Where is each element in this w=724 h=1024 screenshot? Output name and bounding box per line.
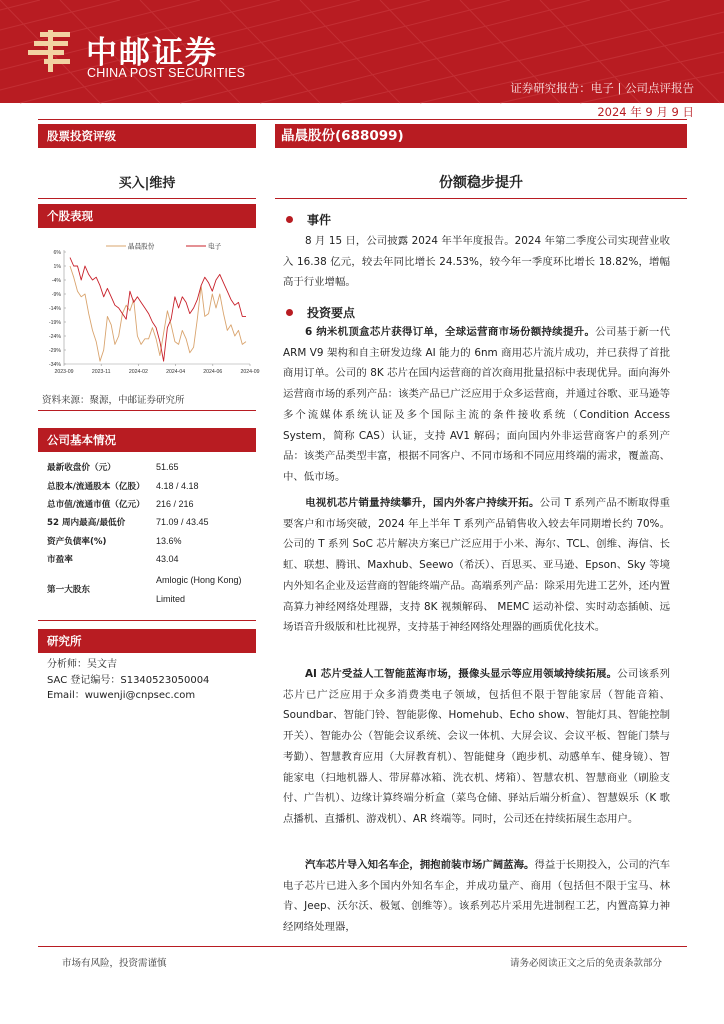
report-type-label: 证券研究报告：电子 | 公司点评报告 (510, 81, 694, 95)
investment-rating: 买入|维持 (118, 176, 176, 191)
event-heading: 事件 (286, 211, 331, 228)
legend-label: 晶晨股份 (128, 242, 155, 251)
info-value: 43.04 (156, 554, 179, 565)
info-key: 总市值/流通市值（亿元） (47, 499, 145, 510)
chart-series (70, 258, 246, 362)
y-tick-label: -4% (51, 278, 61, 284)
title-divider (275, 198, 687, 199)
footer-disclaimer: 请务必阅读正文之后的免责条款部分 (509, 958, 662, 969)
analyst-name: 分析师：吴文吉 (47, 659, 117, 670)
chart-source: 资料来源：聚源，中邮证券研究所 (42, 395, 185, 406)
point-1-title: 6 纳米机顶盒芯片获得订单，全球运营商市场份额持续提升。 (305, 326, 596, 338)
bullet-icon (286, 216, 293, 223)
legend-label: 电子 (208, 242, 222, 251)
table-row (47, 532, 252, 550)
report-date: 2024 年 9 月 9 日 (597, 105, 694, 119)
basic-info-divider (38, 620, 256, 621)
info-key: 市盈率 (47, 555, 73, 566)
table-row (47, 458, 252, 476)
bullet-icon (286, 309, 293, 316)
analyst-info (47, 657, 209, 704)
header-banner (0, 0, 724, 103)
x-tick-label: 2023-09 (54, 369, 74, 375)
point-1-paragraph (283, 322, 670, 488)
x-tick-label: 2024-09 (240, 369, 260, 375)
y-tick-label: 1% (53, 264, 61, 270)
analyst-sac: SAC 登记编号：S1340523050004 (47, 674, 210, 686)
x-tick-label: 2024-04 (166, 369, 186, 375)
info-value: Amlogic (Hong Kong) Limited (156, 575, 242, 605)
y-tick-label: -34% (48, 362, 61, 368)
chart-x-axis (54, 364, 259, 375)
performance-section-head: 个股表现 (38, 204, 256, 228)
point-2-paragraph (283, 493, 670, 638)
y-tick-label: -9% (51, 292, 61, 298)
info-key: 52 周内最高/最低价 (47, 518, 126, 529)
table-row (47, 476, 252, 494)
info-key: 第一大股东 (47, 584, 90, 595)
series-line-晶晨股份 (70, 266, 246, 361)
y-tick-label: 6% (53, 250, 61, 256)
chart-divider (38, 410, 256, 411)
point-4-title: 汽车芯片导入知名车企，拥抱前装市场广阔蓝海。 (305, 859, 535, 871)
report-title: 份额稳步提升 (439, 175, 523, 191)
x-tick-label: 2024-02 (128, 369, 148, 375)
footer-risk-note: 市场有风险，投资需谨慎 (62, 958, 167, 969)
basic-info-table (47, 458, 252, 609)
header-divider (38, 119, 687, 120)
stock-name-head: 晶晨股份(688099) (275, 124, 687, 148)
point-4-paragraph (283, 855, 670, 938)
y-tick-label: -14% (48, 306, 61, 312)
logo-chinese-name: 中邮证券 (86, 35, 218, 71)
event-paragraph: 8 月 15 日，公司披露 2024 年半年度报告。2024 年第二季度公司实现营业收入 16.38 亿元，较去年同比增长 24.53%，较今年一季度环比增长 18.82%，增幅高于行业增幅。 (283, 235, 670, 289)
y-tick-label: -19% (48, 320, 61, 326)
info-value: 216 / 216 (156, 498, 194, 509)
table-row (47, 550, 252, 568)
info-key: 总股本/流通股本（亿股） (47, 481, 145, 492)
basic-info-section-head: 公司基本情况 (38, 428, 256, 452)
points-heading: 投资要点 (286, 304, 355, 321)
footer-divider (38, 946, 687, 947)
point-4-text: 得益于长期投入，公司的汽车电子芯片已进入多个国内外知名车企，并成功量产、商用（包括但不限于宝马、林肯、Jeep、沃尔沃、极氪、创维等）。该系列芯片采用先进制程工艺，内置高算力神经网络处理器， (283, 859, 671, 934)
y-tick-label: -24% (48, 334, 61, 340)
rating-divider (38, 198, 256, 199)
table-row (47, 495, 252, 513)
stock-performance-chart (38, 232, 260, 380)
info-value: 51.65 (156, 462, 179, 473)
china-post-logo-icon (24, 26, 74, 76)
point-2-title: 电视机芯片销量持续攀升，国内外客户持续开拓。 (305, 497, 540, 509)
logo-english-name: CHINA POST SECURITIES (87, 66, 246, 80)
research-section-head: 研究所 (38, 629, 256, 653)
info-key: 资产负债率(%) (47, 536, 107, 547)
table-row (47, 568, 252, 609)
x-tick-label: 2024-06 (203, 369, 223, 375)
table-row (47, 513, 252, 531)
analyst-email[interactable]: Email：wuwenji@cnpsec.com (47, 690, 196, 701)
x-tick-label: 2023-11 (91, 369, 111, 375)
chart-y-axis (49, 250, 66, 368)
point-3-paragraph (283, 664, 670, 830)
point-3-title: AI 芯片受益人工智能蓝海市场，摄像头显示等应用领域持续拓展。 (305, 668, 618, 680)
point-2-text: 公司 T 系列产品不断取得重要客户和市场突破，2024 年上半年 T 系列产品销售收入较去年同期增长约 70%。公司的 T 系列 SoC 芯片解决方案已广泛应用于小米、海尔、TCL、创维、海信、长虹、联想、腾讯、Maxhub、Seewo（希沃）、百思买、亚马逊、Epson、Sky 等境内外知名企业及运营商的智能终端产品。高端系列产品：除采用先进工艺外，还内置高算力神经网络处理器，支持 8K 视频解码、 MEMC 运动补偿、实时动态插帧、远场语音升级版和杜比视界，支持基于神经网络处理器的画质优化技术。 (283, 497, 670, 634)
info-key: 最新收盘价（元） (47, 463, 116, 474)
info-value: 71.09 / 43.45 (156, 517, 209, 528)
y-tick-label: -29% (48, 348, 61, 354)
chart-legend (106, 242, 222, 251)
point-1-text: 公司基于新一代 ARM V9 架构和自主研发边缘 AI 能力的 6nm 商用芯片流片成功，并已获得了首批商用订单。公司的 8K 芯片在国内运营商的首次商用批量招标中表现优异。面向海外运营商市场的系列产品：该类产品已广泛应用于众多运营商，并通过谷歌、亚马逊等多个流媒体系统认证及多个国际主流的条件接收系统（Condition Access System，简称 CAS）认证，支持 AV1 解码；面向国内外非运营商客户的系列产品：该类产品类型丰富，根据不同客户、不同市场和不同应用终端的需求，覆盖高、中、低市场。 (283, 326, 670, 483)
rating-section-head: 股票投资评级 (38, 124, 256, 148)
point-3-text: 公司该系列芯片已广泛应用于众多消费类电子领域，包括但不限于智能家居（智能音箱、 Soundbar、智能门铃、智能影像、Homehub、Echo show、智能灯具、智能控制开关）、智能办公（智能会议系统、会议一体机、大屏会议、会议平板、智能门禁与考勤）、智慧教育应用（大屏教育机）、智能健身（跑步机、动感单车、健身镜）、智能家电（扫地机器人、带屏幕冰箱、洗衣机、烤箱）、智慧农机、智慧商业（刷脸支付、广告机）、边缘计算终端分析盒（菜鸟仓储、驿站后端分析盒）、智慧娱乐（K 歌点播机、直播机、游戏机）、AR 终端等。同时，公司还在持续拓展生态用户。 (283, 668, 671, 825)
info-value: 13.6% (156, 535, 182, 546)
info-value: 4.18 / 4.18 (156, 480, 199, 491)
